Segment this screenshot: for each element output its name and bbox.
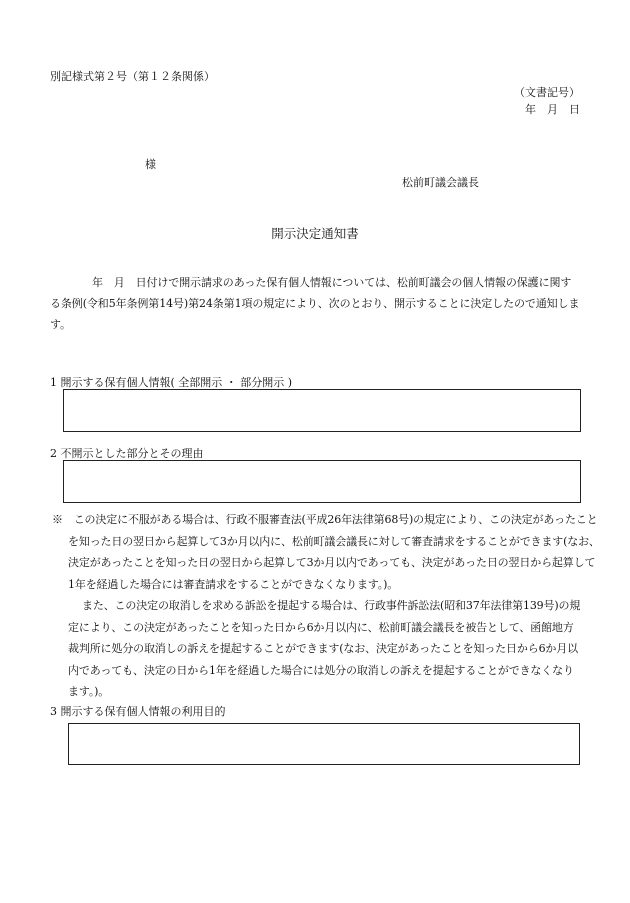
- lawsuit-note: また、この決定の取消しを求める訴訟を提起する場合は、行政事件訴訟法(昭和37年法律第139号)の規定により、この決定があったことを知った日から6か月以内に、松前町議会議長を被告として、函館地方裁判所に処分の取消しの訴えを提起することができます(なお、決定があったことを知った日から6か月以内であっても、決定の日から1年を経過した場合には処分の取消しの訴えを提起することができなくなります。)。: [68, 599, 581, 698]
- body-paragraph: 年 月 日付けで開示請求のあった保有個人情報については、松前町議会の個人情報の保護に関する条例(令和5年条例第14号)第24条第1項の規定により、次のとおり、開示することに決定したので通知します。: [50, 276, 580, 331]
- document-title: 開示決定通知書: [271, 226, 359, 241]
- form-identifier: 別記様式第２号（第１２条関係）: [50, 70, 215, 83]
- section-2-label: 2 不開示とした部分とその理由: [50, 447, 204, 460]
- sender-name: 松前町議会議長: [402, 176, 479, 189]
- appeal-note: ※ この決定に不服がある場合は、行政不服審査法(平成26年法律第68号)の規定により、この決定があったことを知った日の翌日から起算して3か月以内に、松前町議会議長に対して審査請求をすることができます(なお、決定があったことを知った日の翌日から起算して3か月以内であっても、決定があった日の翌日から起算して1年を経過した場合には審査請求をすることができなくなります。)。: [52, 513, 600, 591]
- section-1-box[interactable]: [63, 389, 581, 432]
- section-2-box[interactable]: [63, 460, 581, 503]
- section-1-label: 1 開示する保有個人情報( 全部開示 ・ 部分開示 ): [50, 376, 293, 389]
- addressee-label: 様: [145, 158, 156, 171]
- section-3-box[interactable]: [68, 723, 580, 765]
- document-number-label: （文書記号）: [514, 86, 580, 99]
- date-label: 年 月 日: [525, 103, 580, 116]
- section-3-label: 3 開示する保有個人情報の利用目的: [50, 705, 226, 718]
